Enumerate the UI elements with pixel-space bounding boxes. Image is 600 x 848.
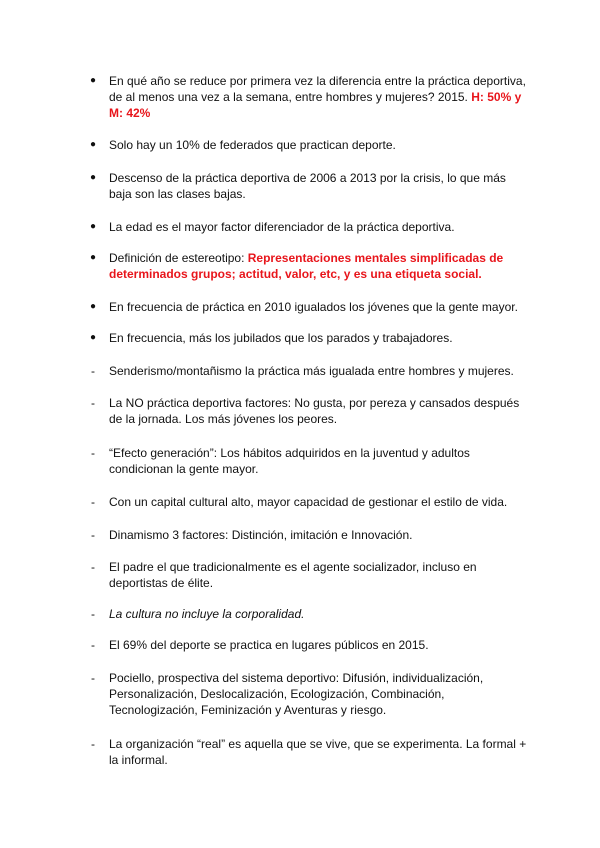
dash-marker: - <box>91 396 95 410</box>
bullet-marker: ● <box>89 172 97 183</box>
item-text <box>109 250 529 282</box>
bullet-marker: ● <box>89 301 97 312</box>
item-text <box>109 219 529 235</box>
item-text <box>109 395 529 427</box>
bullet-marker: ● <box>89 332 97 343</box>
item-body: Con un capital cultural alto, mayor capacidad de gestionar el estilo de vida. <box>109 495 508 509</box>
item-text <box>109 494 529 510</box>
item-body: La cultura no incluye la corporalidad. <box>109 607 305 621</box>
item-body: Senderismo/montañismo la práctica más igualada entre hombres y mujeres. <box>109 364 514 378</box>
item-body: Dinamismo 3 factores: Distinción, imitación e Innovación. <box>109 528 413 542</box>
item-text <box>109 637 529 653</box>
item-body: La organización “real” es aquella que se vive, que se experimenta. La formal + la informal. <box>109 737 527 767</box>
bullet-marker: ● <box>89 252 97 263</box>
bullet-marker: ● <box>89 75 97 86</box>
item-text <box>109 527 529 543</box>
dash-marker: - <box>91 560 95 574</box>
item-text <box>109 137 529 153</box>
highlight-text: H: 50% y M: 42% <box>109 90 522 120</box>
item-body: El padre el que tradicionalmente es el agente socializador, incluso en deportistas de élite. <box>109 560 477 590</box>
item-text <box>109 445 529 477</box>
item-body: Solo hay un 10% de federados que practican deporte. <box>109 138 396 152</box>
dash-marker: - <box>91 737 95 751</box>
dash-marker: - <box>91 495 95 509</box>
dash-marker: - <box>91 607 95 621</box>
item-body: El 69% del deporte se practica en lugares públicos en 2015. <box>109 638 429 652</box>
item-body: Descenso de la práctica deportiva de 2006 a 2013 por la crisis, lo que más baja son las clases bajas. <box>109 171 506 201</box>
item-body: En qué año se reduce por primera vez la diferencia entre la práctica deportiva, de al menos una vez a la semana, entre hombres y mujeres? 2015. <box>109 74 526 104</box>
highlight-text: Representaciones mentales simplificadas de determinados grupos; actitud, valor, etc, y es una etiqueta social. <box>109 251 504 281</box>
item-text <box>109 299 529 315</box>
item-text <box>109 670 529 718</box>
dash-marker: - <box>91 638 95 652</box>
dash-marker: - <box>91 446 95 460</box>
item-body: La NO práctica deportiva factores: No gusta, por pereza y cansados después de la jornada. Los más jóvenes los peores. <box>109 396 520 426</box>
item-body: Definición de estereotipo: <box>109 251 245 265</box>
bullet-marker: ● <box>89 139 97 150</box>
item-body: Pociello, prospectiva del sistema deportivo: Difusión, individualización, Personalización, Deslocalización, Ecologización, Combinación, Tecnologización, Feminización y Aventuras y riesgo. <box>109 671 484 717</box>
dash-marker: - <box>91 364 95 378</box>
item-body: La edad es el mayor factor diferenciador de la práctica deportiva. <box>109 220 455 234</box>
item-text <box>109 330 529 346</box>
item-text <box>109 170 529 202</box>
dash-marker: - <box>91 528 95 542</box>
bullet-marker: ● <box>89 221 97 232</box>
item-text <box>109 559 529 591</box>
item-text <box>109 363 529 379</box>
item-text <box>109 73 529 121</box>
item-body: “Efecto generación”: Los hábitos adquiridos en la juventud y adultos condicionan la gente mayor. <box>109 446 470 476</box>
item-body: En frecuencia de práctica en 2010 igualados los jóvenes que la gente mayor. <box>109 300 518 314</box>
dash-marker: - <box>91 671 95 685</box>
item-body: En frecuencia, más los jubilados que los parados y trabajadores. <box>109 331 453 345</box>
item-text <box>109 736 529 768</box>
item-text <box>109 606 529 622</box>
